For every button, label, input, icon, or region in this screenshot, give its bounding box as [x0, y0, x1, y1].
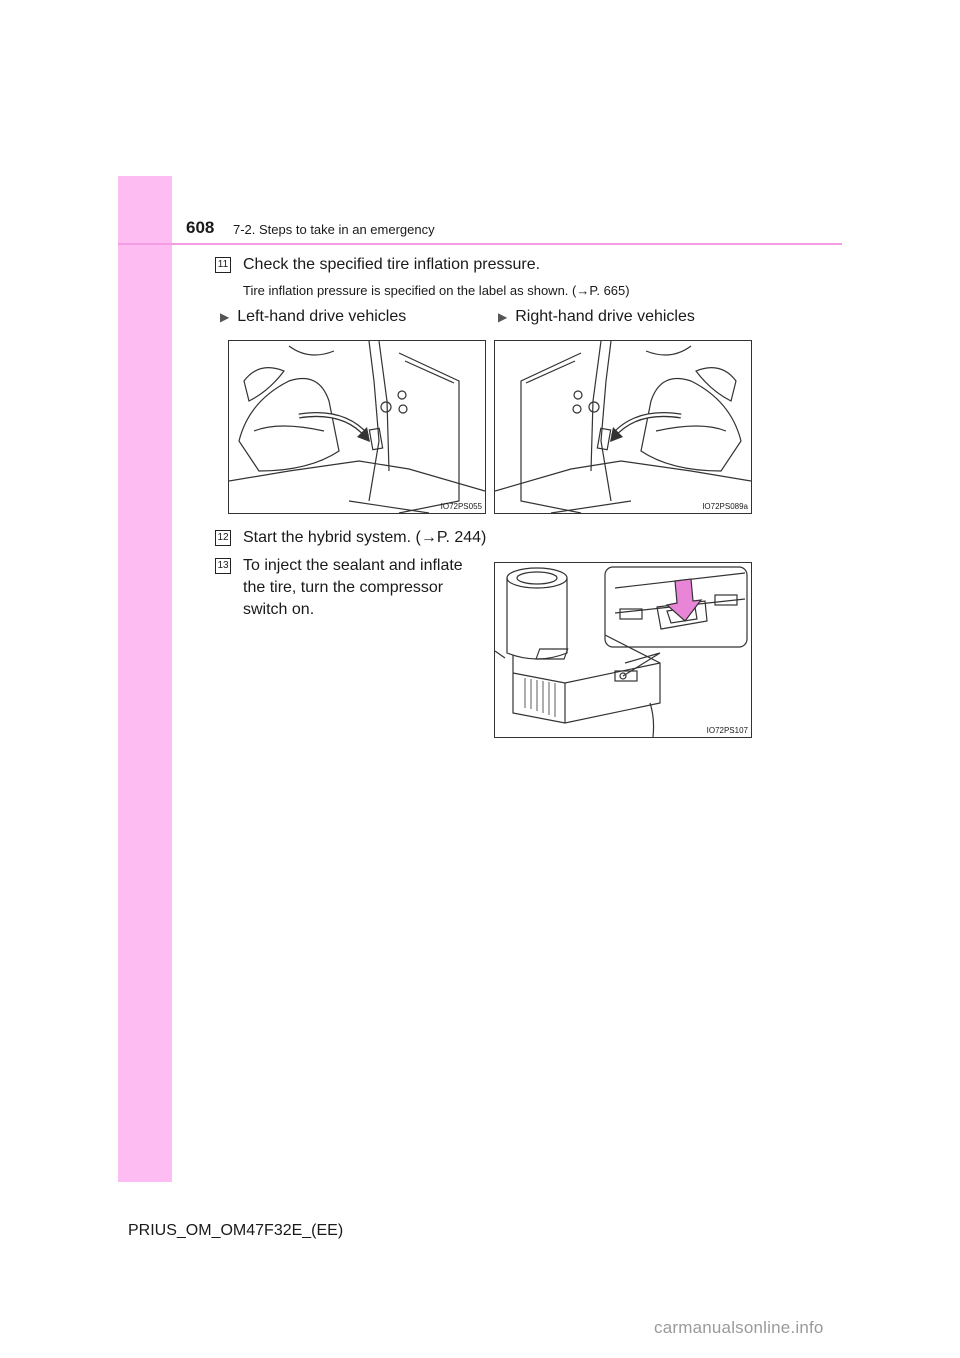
header-rule	[118, 243, 842, 245]
step-badge-11: 11	[215, 257, 231, 273]
step-11-text: Check the specified tire inflation pressure.	[243, 256, 541, 273]
triangle-bullet-icon: ▶	[220, 310, 230, 324]
sidebar-tab	[118, 176, 172, 1182]
rhd-label	[498, 308, 695, 326]
step-13-line: switch on.	[243, 601, 315, 618]
footer-doc-code: PRIUS_OM_OM47F32E_(EE)	[128, 1222, 344, 1239]
lhd-label	[220, 308, 406, 326]
step-badge-12: 12	[215, 530, 231, 546]
compressor-illustration	[495, 563, 751, 737]
figure-code: IO72PS089a	[702, 502, 748, 511]
rhd-label-text: Right-hand drive vehicles	[515, 308, 695, 325]
step-12-text: Start the hybrid system. (→P. 244)	[243, 529, 487, 546]
step-11-note: Tire inflation pressure is specified on the label as shown. (→P. 665)	[243, 283, 630, 298]
triangle-bullet-icon: ▶	[498, 310, 508, 324]
figure-compressor-switch	[494, 562, 752, 738]
lhd-illustration	[229, 341, 485, 513]
rhd-illustration	[495, 341, 751, 513]
lhd-label-text: Left-hand drive vehicles	[237, 308, 407, 325]
watermark: carmanualsonline.info	[654, 1318, 824, 1337]
figure-code: IO72PS107	[706, 726, 748, 735]
figure-rhd-door-label	[494, 340, 752, 514]
page-number: 608	[186, 218, 215, 237]
section-title: 7-2. Steps to take in an emergency	[233, 222, 435, 237]
step-13-text	[243, 555, 478, 621]
figure-code: IO72PS055	[440, 502, 482, 511]
figure-lhd-door-label	[228, 340, 486, 514]
step-badge-13: 13	[215, 558, 231, 574]
step-13-line: the tire, turn the compressor	[243, 579, 444, 596]
step-13-line: To inject the sealant and inflate	[243, 557, 463, 574]
